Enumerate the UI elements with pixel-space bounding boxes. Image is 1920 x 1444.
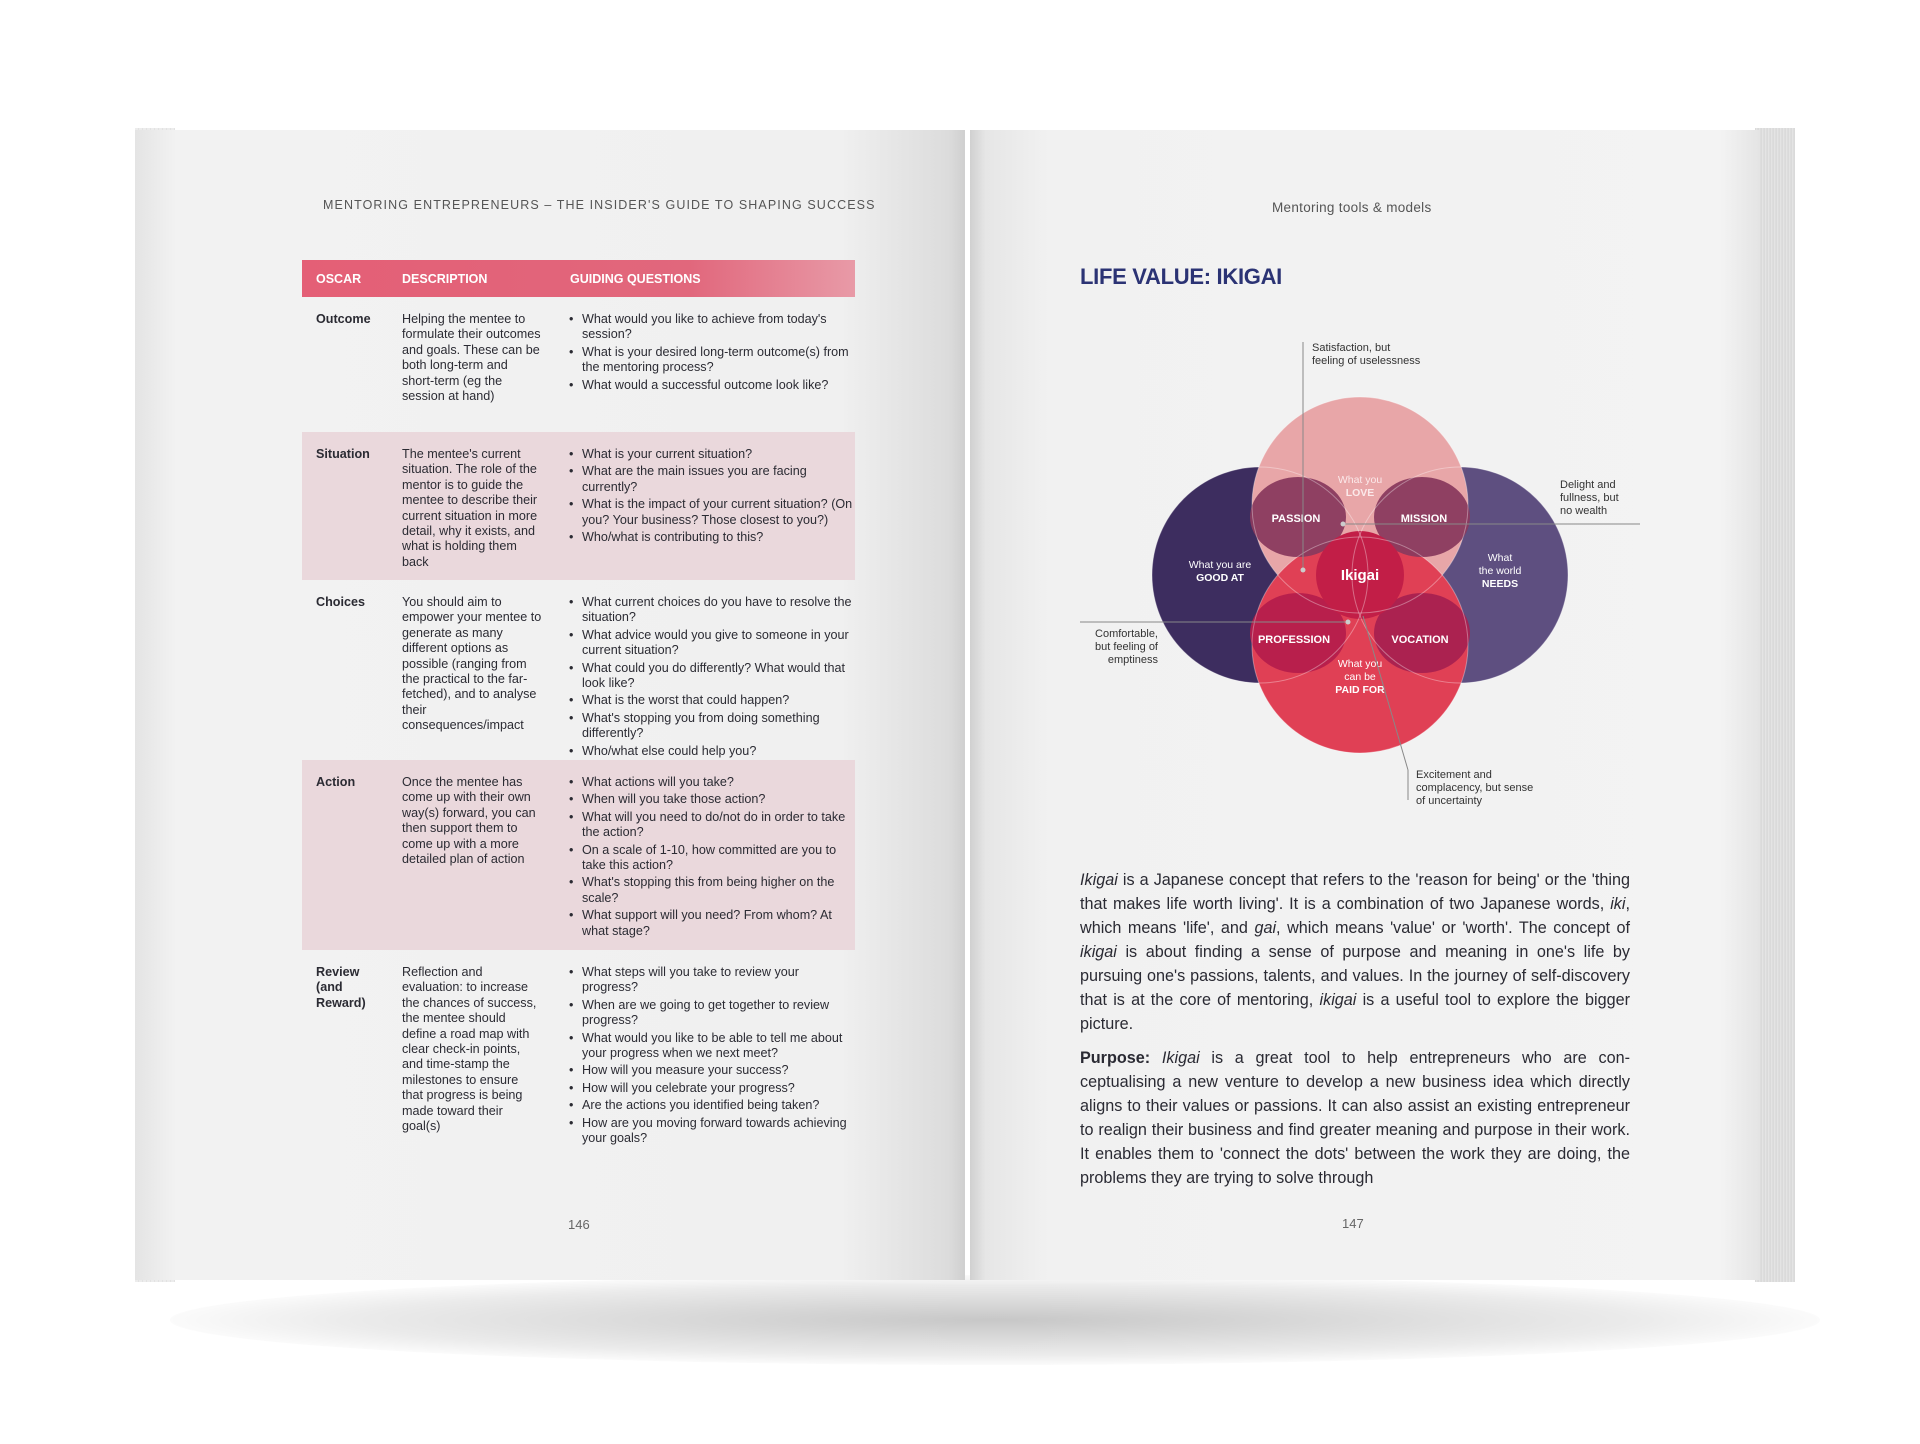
right-running-head: Mentoring tools & models xyxy=(1272,200,1432,215)
question-item: • Who/what else could help you? xyxy=(582,744,857,759)
table-header xyxy=(302,260,855,297)
question-item: • What current choices do you have to resolve the situation? xyxy=(582,595,857,626)
question-item: • What's stopping this from being higher on the scale? xyxy=(582,875,857,906)
question-item: • What is the worst that could happen? xyxy=(582,693,857,708)
paragraph-purpose: Purpose: Ikigai is a great tool to help entrepreneurs who are con-ceptualising a new venture to develop a new business idea which directly aligns to their values or passions. It can also assist an existing entrepreneur to realign their business and find greater meaning and purpose in their work. It enables them to 'connect the dots' between the work they are doing, the problems they are trying to solve through xyxy=(1080,1049,1630,1187)
label-passion: PASSION xyxy=(1271,513,1321,525)
table-row xyxy=(302,950,855,1150)
callout-dot xyxy=(1346,620,1351,625)
row-key: Review (and Reward) xyxy=(316,965,366,1010)
question-item: • What actions will you take? xyxy=(582,775,857,790)
question-item: • What advice would you give to someone in your current situation? xyxy=(582,628,857,659)
row-description: You should aim to empower your mentee to generate as many different options as possible (ranging from the practical to the far-fetched), and to analyse their consequences/impact xyxy=(402,595,542,733)
ikigai-diagram xyxy=(1080,330,1640,810)
label-love: What you LOVE xyxy=(1337,474,1383,499)
header-guiding-questions: GUIDING QUESTIONS xyxy=(570,272,701,286)
paragraph-intro: Ikigai is a Japanese concept that refers to the 'reason for being' or the 'thing that makes life worth living'. It is a combination of two Japanese words, iki, which means 'life', and gai, which means 'value' or 'worth'. The concept of ikigai is about finding a sense of purpose and meaning in one's life by pursuing one's passions, talents, and values. In the journey of self-discovery that is at the core of mentoring, ikigai is a useful tool to explore the bigger picture. xyxy=(1080,871,1631,1033)
question-item: • What are the main issues you are facing currently? xyxy=(582,464,857,495)
oscar-table xyxy=(302,260,855,1150)
callout-right: Delight and fullness, but no wealth xyxy=(1560,479,1619,517)
row-key: Situation xyxy=(316,447,370,461)
row-questions xyxy=(582,595,857,761)
callout-dot xyxy=(1301,568,1306,573)
row-questions xyxy=(582,447,857,547)
table-body xyxy=(302,297,855,1150)
label-vocation: VOCATION xyxy=(1391,634,1449,646)
question-item: • What support will you need? From whom? At what stage? xyxy=(582,908,857,939)
row-questions xyxy=(582,775,857,941)
row-description: Reflection and evaluation: to increase the chances of success, the mentee should define a road map with clear check-in points, and time-stamp the milestones to ensure that progress is being made toward their goal(s) xyxy=(402,965,537,1134)
question-item: • What is your current situation? xyxy=(582,447,857,462)
callout-left: Comfortable, but feeling of emptiness xyxy=(1095,628,1158,666)
question-item: • When are we going to get together to review progress? xyxy=(582,998,857,1029)
label-profession: PROFESSION xyxy=(1257,634,1331,646)
left-running-head: MENTORING ENTREPRENEURS – THE INSIDER'S GUIDE TO SHAPING SUCCESS xyxy=(323,198,876,212)
row-description: Once the mentee has come up with their own way(s) forward, you can then support them to come up with a more detailed plan of action xyxy=(402,775,536,867)
question-item: • Are the actions you identified being taken? xyxy=(582,1098,857,1113)
label-mission: MISSION xyxy=(1400,513,1448,525)
question-item: • Who/what is contributing to this? xyxy=(582,530,857,545)
right-page-number: 147 xyxy=(1342,1216,1364,1231)
question-item: • When will you take those action? xyxy=(582,792,857,807)
callout-dot xyxy=(1341,522,1346,527)
label-good-at: What you are GOOD AT xyxy=(1188,559,1252,584)
table-row xyxy=(302,760,855,950)
row-key: Outcome xyxy=(316,312,371,326)
left-page-number: 146 xyxy=(568,1217,590,1232)
label-needs: What the world NEEDS xyxy=(1478,552,1522,590)
question-item: • On a scale of 1-10, how committed are you to take this action? xyxy=(582,843,857,874)
book-shadow xyxy=(170,1275,1820,1365)
question-item: • What would a successful outcome look like? xyxy=(582,378,857,393)
question-item: • What could you do differently? What would that look like? xyxy=(582,661,857,692)
section-title: LIFE VALUE: IKIGAI xyxy=(1080,264,1282,289)
label-ikigai: Ikigai xyxy=(1340,567,1380,584)
callout-bottom: Excitement and complacency, but sense of uncertainty xyxy=(1416,769,1534,807)
row-key: Choices xyxy=(316,595,365,609)
table-row xyxy=(302,432,855,580)
table-row xyxy=(302,580,855,760)
label-paid-for: What you can be PAID FOR xyxy=(1335,658,1385,696)
header-description: DESCRIPTION xyxy=(402,272,488,286)
row-questions xyxy=(582,312,857,395)
table-row xyxy=(302,297,855,432)
question-item: • What is your desired long-term outcome(s) from the mentoring process? xyxy=(582,345,857,376)
question-item: • What's stopping you from doing something differently? xyxy=(582,711,857,742)
question-item: • What will you need to do/not do in order to take the action? xyxy=(582,810,857,841)
callout-top: Satisfaction, but feeling of uselessness xyxy=(1312,342,1421,367)
header-oscar: OSCAR xyxy=(316,272,362,286)
row-questions xyxy=(582,965,857,1148)
right-page-edges xyxy=(1755,128,1795,1282)
question-item: • What is the impact of your current situation? (On you? Your business? Those closest to you?) xyxy=(582,497,857,528)
question-item: • What steps will you take to review your progress? xyxy=(582,965,857,996)
row-description: The mentee's current situation. The role of the mentor is to guide the mentee to describe their current situation in more detail, why it exists, and what is holding them back xyxy=(402,447,538,569)
question-item: • What would you like to be able to tell me about your progress when we next meet? xyxy=(582,1031,857,1062)
question-item: • How will you measure your success? xyxy=(582,1063,857,1078)
question-item: • How will you celebrate your progress? xyxy=(582,1081,857,1096)
row-key: Action xyxy=(316,775,356,789)
question-item: • How are you moving forward towards achieving your goals? xyxy=(582,1116,857,1147)
question-item: • What would you like to achieve from today's session? xyxy=(582,312,857,343)
row-description: Helping the mentee to formulate their outcomes and goals. These can be both long-term and short-term (eg the session at hand) xyxy=(402,312,541,404)
